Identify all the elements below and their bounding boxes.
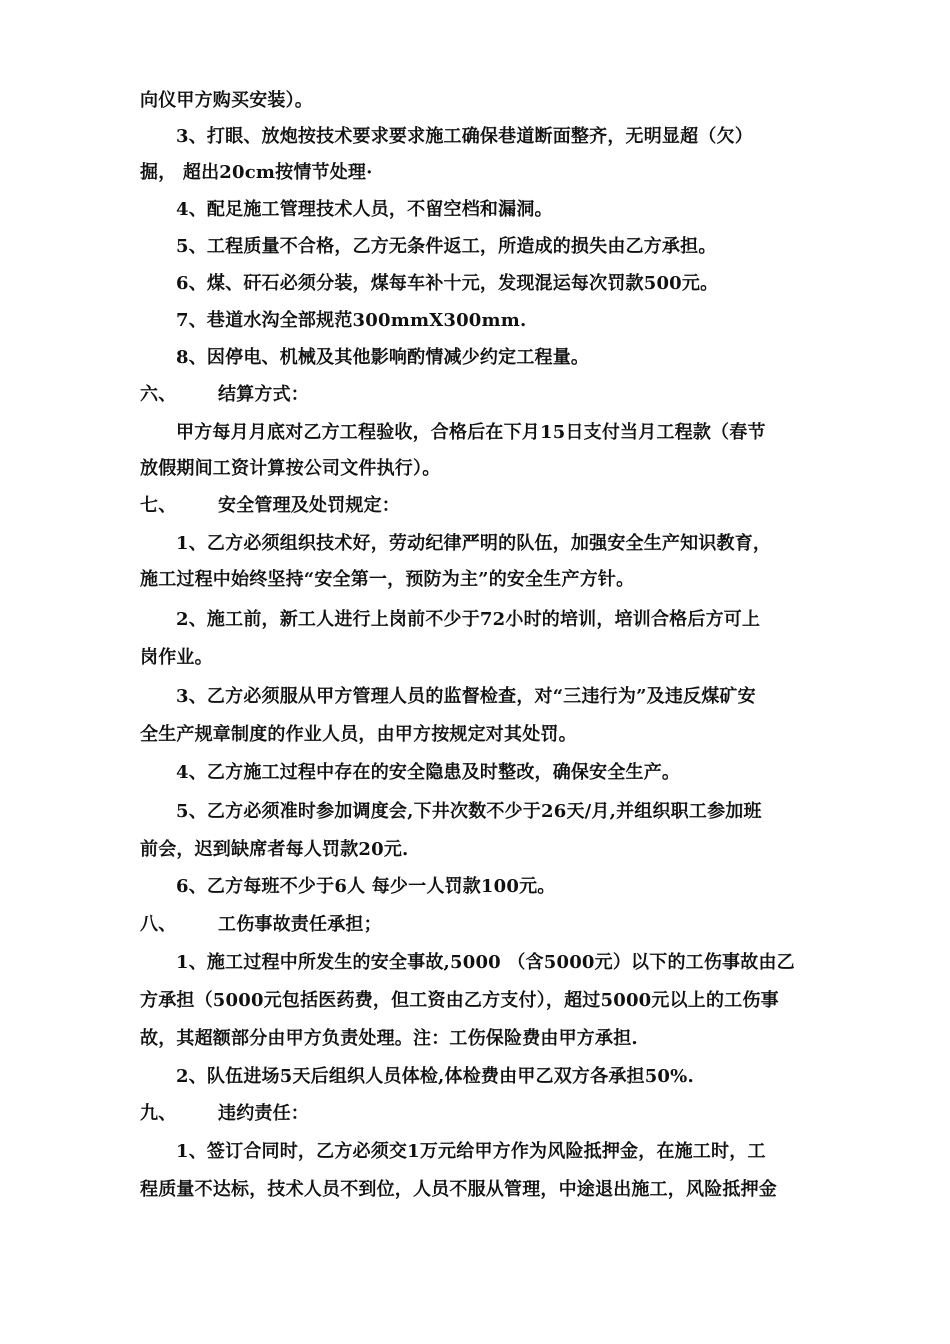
text-line: 全生产规章制度的作业人员，由甲方按规定对其处罚。: [140, 724, 577, 745]
text-line: 4、乙方施工过程中存在的安全隐患及时整改，确保安全生产。: [176, 762, 681, 783]
text-line: 1、签订合同时，乙方必须交1万元给甲方作为风险抵押金，在施工时，工: [176, 1141, 766, 1162]
text-line: 1、乙方必须组织技术好，劳动纪律严明的队伍，加强安全生产知识教育，: [176, 533, 772, 554]
text-line: 前会，迟到缺席者每人罚款20元.: [140, 839, 409, 860]
text-line: 4、配足施工管理技术人员，不留空档和漏洞。: [176, 199, 553, 220]
text-line: 3、乙方必须服从甲方管理人员的监督检查，对“三违行为”及违反煤矿安: [176, 686, 756, 707]
text-line: 5、乙方必须准时参加调度会,下井次数不少于26天/月,并组织职工参加班: [176, 801, 762, 822]
section-heading-6: [140, 382, 820, 408]
text-line: 向仪甲方购买安装）。: [140, 90, 313, 111]
section-number: 九、: [140, 1103, 177, 1124]
text-line: 程质量不达标，技术人员不到位，人员不服从管理，中途退出施工，风险抵押金: [140, 1179, 777, 1200]
section-heading-7: [140, 493, 820, 519]
text-line: 8、因停电、机械及其他影响酌情减少约定工程量。: [176, 347, 590, 368]
text-line: 2、施工前，新工人进行上岗前不少于72小时的培训，培训合格后方可上: [176, 609, 761, 630]
text-line: 6、乙方每班不少于6人 每少一人罚款100元。: [176, 876, 556, 897]
section-number: 八、: [140, 914, 177, 935]
section-number: 六、: [140, 384, 177, 405]
text-line: 7、巷道水沟全部规范300mmX300mm.: [176, 310, 527, 331]
text-line: 方承担（5000元包括医药费，但工资由乙方支付），超过5000元以上的工伤事: [140, 990, 779, 1011]
section-title: 工伤事故责任承担；: [218, 914, 382, 935]
section-number: 七、: [140, 495, 177, 516]
text-line: 5、工程质量不合格，乙方无条件返工，所造成的损失由乙方承担。: [176, 236, 717, 257]
text-line: 3、打眼、放炮按技术要求要求施工确保巷道断面整齐，无明显超（欠）: [176, 126, 753, 147]
section-heading-8: [140, 912, 820, 938]
text-line: 施工过程中始终坚持“安全第一，预防为主”的安全生产方针。: [140, 569, 635, 590]
text-line: 掘， 超出20cm按情节处理·: [140, 162, 373, 183]
section-title: 结算方式：: [218, 384, 309, 405]
text-line: 1、施工过程中所发生的安全事故,5000 （含5000元）以下的工伤事故由乙: [176, 952, 795, 973]
section-title: 安全管理及处罚规定：: [218, 495, 400, 516]
text-line: 甲方每月月底对乙方工程验收，合格后在下月15日支付当月工程款（春节: [176, 422, 766, 443]
text-line: 放假期间工资计算按公司文件执行）。: [140, 458, 441, 479]
text-line: 故，其超额部分由甲方负责处理。注：工伤保险费由甲方承担.: [140, 1028, 638, 1049]
section-title: 违约责任：: [218, 1103, 309, 1124]
text-line: 6、煤、矸石必须分装，煤每车补十元，发现混运每次罚款500元。: [176, 273, 719, 294]
text-line: 岗作业。: [140, 647, 213, 668]
section-heading-9: [140, 1101, 820, 1127]
text-line: 2、队伍进场5天后组织人员体检,体检费由甲乙双方各承担50%.: [176, 1066, 694, 1087]
